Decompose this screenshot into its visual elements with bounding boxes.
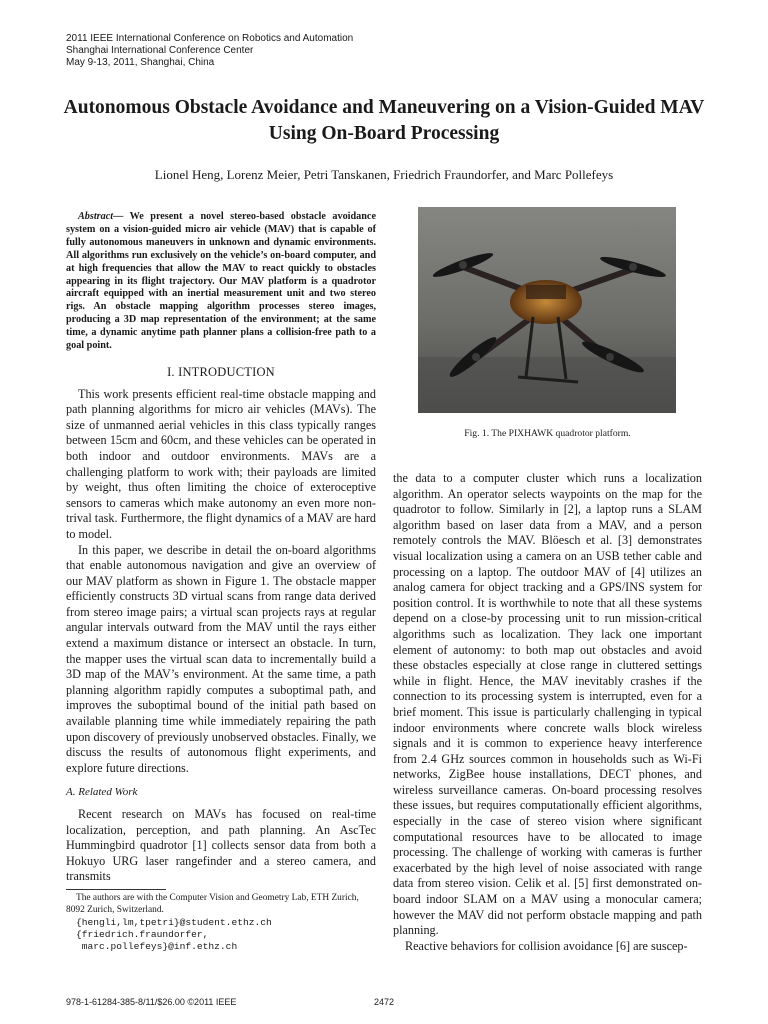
right-column bbox=[393, 471, 702, 954]
section-heading-introduction: I. INTRODUCTION bbox=[167, 364, 275, 379]
conference-line: 2011 IEEE International Conference on Robotics and Automation bbox=[66, 33, 354, 44]
page-number: 2472 bbox=[374, 997, 395, 1007]
quadrotor-photo-illustration bbox=[418, 207, 676, 413]
right-paragraph-2: Reactive behaviors for collision avoidance [6] are suscep- bbox=[405, 938, 688, 953]
intro-paragraph-2: In this paper, we describe in detail the on-board algorithms that enable autonomous navigation and give an overview of our MAV platform as shown in Figure 1. The obstacle mapper efficiently constructs 3D virtual scans from range data derived from stereo image pairs; a virtual scan projects rays at regular angular intervals outward from the MAV until the rays either extend a maximum distance or intersect an obstacle. In turn, the mapper uses the virtual scan data to incrementally build a 3D map of the MAV’s environment. At the same time, a path planning algorithm rapidly computes a suboptimal path, and improves the suboptimal bound of the initial path based on available planning time while immediately repairing the path upon discovery of previously unobserved obstacles. Finally, we discuss the results of autonomous flight experiments, and explore future directions. bbox=[66, 542, 376, 775]
author-footnote bbox=[66, 893, 376, 953]
footnote-emails: {hengli,lm,tpetri}@student.ethz.ch {friedrich.fraundorfer, marc.pollefeys}@inf.ethz.ch bbox=[76, 916, 272, 952]
abstract: Abstract— We present a novel stereo-based obstacle avoidance system on a vision-guided micro air vehicle (MAV) that is capable of fully autonomous maneuvers in unknown and dynamic environments. All algorithms run exclusively on the vehicle’s on-board computer, and at high frequencies that allow the MAV to react quickly to obstacles appearing in its flight trajectory. Our MAV platform is a quadrotor aircraft equipped with an inertial measurement unit and two stereo rigs. An obstacle mapping algorithm processes stereo images, producing a 3D map representation of the environment; at the same time, a dynamic anytime path planner plans a collision-free path to a goal point. bbox=[66, 211, 376, 352]
conference-line: Shanghai International Conference Center bbox=[66, 45, 254, 56]
figure-caption: Fig. 1. The PIXHAWK quadrotor platform. bbox=[464, 428, 631, 439]
intro-paragraph-1: This work presents efficient real-time obstacle mapping and path planning algorithms for micro air vehicles (MAVs). The size of unmanned aerial vehicles in this class typically ranges between 15cm and 60cm, and these vehicles can be operated in both indoor and outdoor environments. MAVs are a challenging platform to work with; their payloads are limited by weight, thus often limiting the choice of exteroceptive sensors to cameras which make autonomy an even more non-trival task. Furthermore, the flight dynamics of a MAV are hard to model. bbox=[66, 386, 376, 541]
related-work-paragraph-1: Recent research on MAVs has focused on real-time localization, perception, and path planning. An AscTec Hummingbird quadrotor [1] collects sensor data from both a Hokuyo URG laser rangefinder and a stereo camera, and transmits bbox=[66, 807, 376, 884]
subsection-heading-related-work: A. Related Work bbox=[66, 786, 138, 799]
abstract-label: Abstract bbox=[78, 211, 114, 222]
footnote-affiliation: The authors are with the Computer Vision and Geometry Lab, ETH Zurich, 8092 Zurich, Switzerland. bbox=[66, 893, 359, 915]
right-paragraph-1: the data to a computer cluster which runs a localization algorithm. An operator selects waypoints on the map for the quadrotor to follow. Similarly in [2], a laptop runs a SLAM algorithm based on laser data from a MAV, and a person remotely controls the MAV. Blöesch et al. [3] demonstrates visual localization using a camera on an USB tether cable and processing on a laptop. The outdoor MAV of [4] utilizes an analog camera for object tracking and a GPS/INS system for position control. It is worthwhile to note that all these systems depend on a close-by processing unit to run mission-critical algorithms such as localization. They lack one important element of autonomy: to both map out obstacles and avoid these obstacles especially at close range in cluttered settings while in flight. Hence, the MAV inevitably crashes if the connection to its processing system is interrupted, even for a brief moment. This issue is particularly challenging in typical indoor environments where concrete walls block wireless signals and it is common to experience heavy interference from 2.4 GHz sources common in households such as Wi-Fi networks, ZigBee house installations, DECT phones, and wireless surveillance cameras. On-board processing resolves these issues, but requires computationally efficient algorithms, especially in the case of stereo vision where significant computational resources have to be allocated to image processing. The challenge of working with cameras is further exacerbated by the high level of noise associated with range data from stereo vision. Celik et al. [5] first demonstrated on-board indoor SLAM on a MAV using a monocular camera; however the MAV did not perform obstacle mapping and path planning. bbox=[393, 471, 702, 938]
left-column bbox=[66, 211, 376, 885]
abstract-text: We present a novel stereo-based obstacle avoidance system on a vision-guided micro air vehicle (MAV) that is capable of fully autonomous maneuvers in unknown and dynamic environments. All algorithms run exclusively on the vehicle’s on-board computer, and at high frequencies that allow the MAV to react quickly to obstacles appearing in its flight trajectory. Our MAV platform is a quadrotor aircraft equipped with an inertial measurement unit and two stereo rigs. An obstacle mapping algorithm processes stereo images, producing a 3D map representation of the environment; at the same time, a dynamic anytime path planner plans a collision-free path to a goal point. bbox=[66, 211, 376, 352]
paper-title: Autonomous Obstacle Avoidance and Maneuvering on a Vision-Guided MAV Using On-Board Processing bbox=[63, 97, 705, 144]
figure-quadrotor-photo bbox=[418, 207, 676, 413]
footnote-rule bbox=[66, 889, 166, 890]
footer-copyright: 978-1-61284-385-8/11/$26.00 ©2011 IEEE bbox=[66, 997, 237, 1007]
conference-header bbox=[66, 33, 486, 69]
author-list: Lionel Heng, Lorenz Meier, Petri Tanskanen, Friedrich Fraundorfer, and Marc Pollefeys bbox=[154, 167, 614, 182]
conference-line: May 9-13, 2011, Shanghai, China bbox=[66, 57, 215, 68]
